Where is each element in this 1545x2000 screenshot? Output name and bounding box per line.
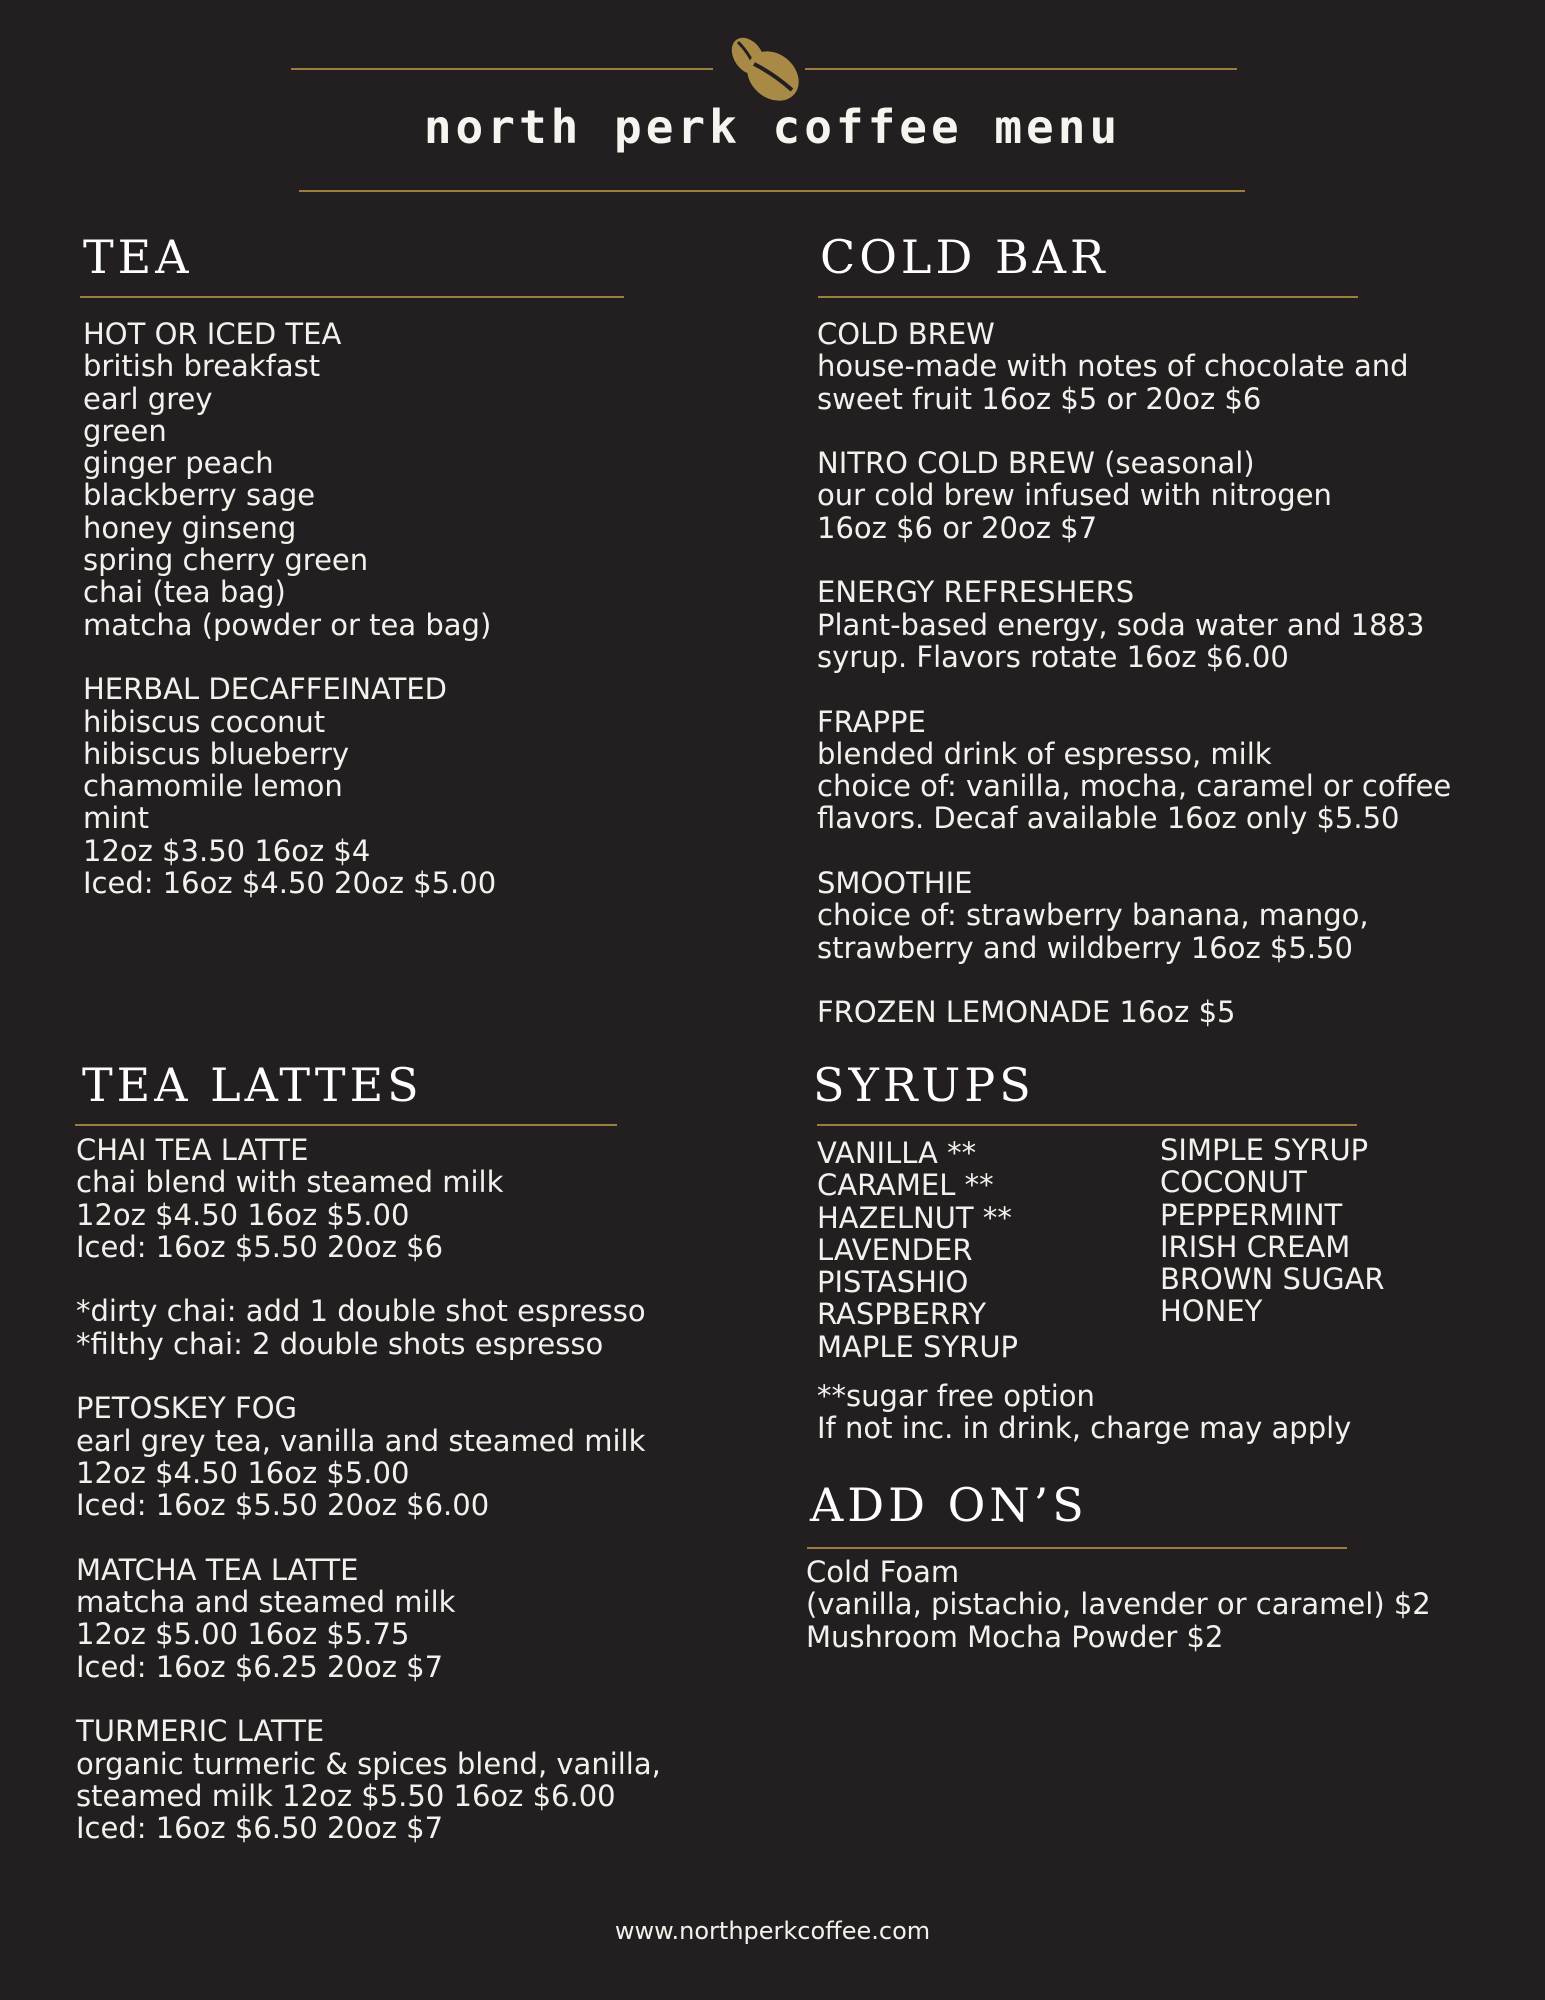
- tea-lattes-heading: TEA LATTES: [82, 1058, 423, 1112]
- spacer: [817, 964, 1451, 996]
- menu-line: HOT OR ICED TEA: [83, 317, 342, 351]
- menu-line: Iced: 16oz $5.50 20oz $6: [76, 1229, 444, 1264]
- menu-line: *dirty chai: add 1 double shot espresso: [76, 1294, 646, 1329]
- spacer: [76, 1522, 661, 1554]
- add-ons-heading: ADD ON’S: [810, 1478, 1088, 1532]
- menu-line: matcha and steamed milk: [76, 1585, 456, 1620]
- coffee-beans-icon: [718, 28, 810, 108]
- menu-line: Plant-based energy, soda water and 1883: [817, 607, 1425, 642]
- menu-line: Iced: 16oz $4.50 20oz $5.00: [83, 866, 497, 901]
- menu-line: 12oz $4.50 16oz $5.00: [76, 1455, 410, 1490]
- menu-line: hibiscus blueberry: [83, 736, 350, 771]
- cold-bar-list: [817, 318, 1451, 1029]
- menu-line: HERBAL DECAFFEINATED: [83, 672, 448, 707]
- menu-line: earl grey: [83, 381, 213, 416]
- menu-line: 12oz $3.50 16oz $4: [83, 833, 371, 868]
- spacer: [76, 1683, 661, 1715]
- syrup-item: IRISH CREAM: [1160, 1229, 1351, 1264]
- spacer: [817, 835, 1451, 867]
- add-ons-list: [806, 1556, 1431, 1653]
- menu-line: earl grey tea, vanilla and steamed milk: [76, 1423, 646, 1458]
- menu-line: choice of: strawberry banana, mango,: [817, 898, 1369, 933]
- menu-line: organic turmeric & spices blend, vanilla,: [76, 1746, 661, 1781]
- menu-line: matcha (powder or tea bag): [83, 607, 492, 642]
- syrup-item: VANILLA **: [817, 1136, 977, 1170]
- menu-line: MATCHA TEA LATTE: [76, 1552, 359, 1587]
- syrup-item: PEPPERMINT: [1160, 1197, 1343, 1232]
- menu-line: syrup. Flavors rotate 16oz $6.00: [817, 639, 1289, 674]
- menu-line: chai (tea bag): [83, 575, 286, 610]
- page-title: north perk coffee menu: [423, 100, 1122, 154]
- menu-line: green: [83, 413, 167, 448]
- menu-line: Iced: 16oz $6.50 20oz $7: [76, 1811, 444, 1846]
- syrup-item: SIMPLE SYRUP: [1160, 1133, 1369, 1167]
- syrup-item: HAZELNUT **: [817, 1200, 1012, 1235]
- header-rule-bottom: [299, 190, 1245, 192]
- menu-line: SMOOTHIE: [817, 866, 973, 901]
- menu-line: flavors. Decaf available 16oz only $5.50: [817, 801, 1400, 836]
- syrups-rule: [817, 1124, 1357, 1126]
- menu-line: sweet fruit 16oz $5 or 20oz $6: [817, 381, 1262, 416]
- menu-line: steamed milk 12oz $5.50 16oz $6.00: [76, 1778, 616, 1813]
- menu-line: Iced: 16oz $5.50 20oz $6.00: [76, 1488, 490, 1523]
- menu-line: our cold brew infused with nitrogen: [817, 478, 1332, 513]
- menu-line: choice of: vanilla, mocha, caramel or coffee: [817, 769, 1452, 804]
- menu-line: Cold Foam: [806, 1555, 960, 1589]
- menu-line: 16oz $6 or 20oz $7: [817, 510, 1098, 545]
- menu-line: chai blend with steamed milk: [76, 1165, 504, 1200]
- menu-line: CHAI TEA LATTE: [76, 1133, 309, 1167]
- menu-line: ENERGY REFRESHERS: [817, 575, 1135, 610]
- cold-bar-rule: [818, 296, 1358, 298]
- tea-lattes-list: [76, 1134, 661, 1845]
- menu-line: Iced: 16oz $6.25 20oz $7: [76, 1649, 444, 1684]
- menu-line: PETOSKEY FOG: [76, 1391, 298, 1426]
- menu-line: FROZEN LEMONADE 16oz $5: [817, 995, 1236, 1030]
- spacer: [76, 1360, 661, 1392]
- menu-line: 12oz $5.00 16oz $5.75: [76, 1617, 410, 1652]
- syrup-item: RASPBERRY: [817, 1297, 987, 1332]
- spacer: [76, 1263, 661, 1295]
- cold-bar-heading: COLD BAR: [820, 230, 1109, 284]
- syrup-note: If not inc. in drink, charge may apply: [817, 1411, 1352, 1446]
- syrups-notes: [817, 1380, 1351, 1445]
- spacer: [817, 673, 1451, 705]
- tea-lattes-rule: [75, 1124, 617, 1126]
- tea-heading: TEA: [83, 230, 193, 284]
- menu-line: COLD BREW: [817, 317, 995, 351]
- spacer: [817, 415, 1451, 447]
- add-ons-rule: [807, 1547, 1347, 1549]
- syrup-item: CARAMEL **: [817, 1168, 994, 1203]
- tea-rule: [80, 296, 624, 298]
- menu-line: *filthy chai: 2 double shots espresso: [76, 1326, 604, 1361]
- menu-line: spring cherry green: [83, 543, 369, 578]
- menu-line: NITRO COLD BREW (seasonal): [817, 446, 1255, 481]
- menu-line: FRAPPE: [817, 704, 926, 739]
- menu-line: ginger peach: [83, 446, 274, 481]
- syrup-item: BROWN SUGAR: [1160, 1262, 1385, 1297]
- tea-list: [83, 318, 496, 899]
- website-url[interactable]: www.northperkcoffee.com: [614, 1917, 931, 1945]
- syrup-item: HONEY: [1160, 1294, 1263, 1329]
- menu-line: chamomile lemon: [83, 769, 343, 804]
- syrup-item: PISTASHIO: [817, 1265, 969, 1300]
- syrups-list-left: [817, 1137, 1018, 1363]
- syrups-list-right: [1160, 1134, 1385, 1328]
- syrup-note: **sugar free option: [817, 1379, 1095, 1413]
- menu-line: strawberry and wildberry 16oz $5.50: [817, 930, 1353, 965]
- header-rule-top-left: [291, 68, 713, 70]
- syrups-heading: SYRUPS: [813, 1058, 1035, 1112]
- menu-line: mint: [83, 801, 150, 836]
- menu-line: (vanilla, pistachio, lavender or caramel) $2: [806, 1587, 1431, 1622]
- menu-line: blended drink of espresso, milk: [817, 736, 1272, 771]
- menu-line: Mushroom Mocha Powder $2: [806, 1619, 1224, 1654]
- menu-line: house-made with notes of chocolate and: [817, 349, 1409, 384]
- spacer: [817, 544, 1451, 576]
- spacer: [83, 641, 496, 673]
- syrup-item: LAVENDER: [817, 1232, 973, 1267]
- header-rule-top-right: [805, 68, 1237, 70]
- menu-line: british breakfast: [83, 349, 321, 384]
- menu-line: honey ginseng: [83, 510, 297, 545]
- menu-line: TURMERIC LATTE: [76, 1714, 325, 1749]
- syrup-item: COCONUT: [1160, 1165, 1307, 1200]
- syrup-item: MAPLE SYRUP: [817, 1329, 1019, 1364]
- menu-line: blackberry sage: [83, 478, 316, 513]
- menu-line: 12oz $4.50 16oz $5.00: [76, 1197, 410, 1232]
- menu-line: hibiscus coconut: [83, 704, 326, 739]
